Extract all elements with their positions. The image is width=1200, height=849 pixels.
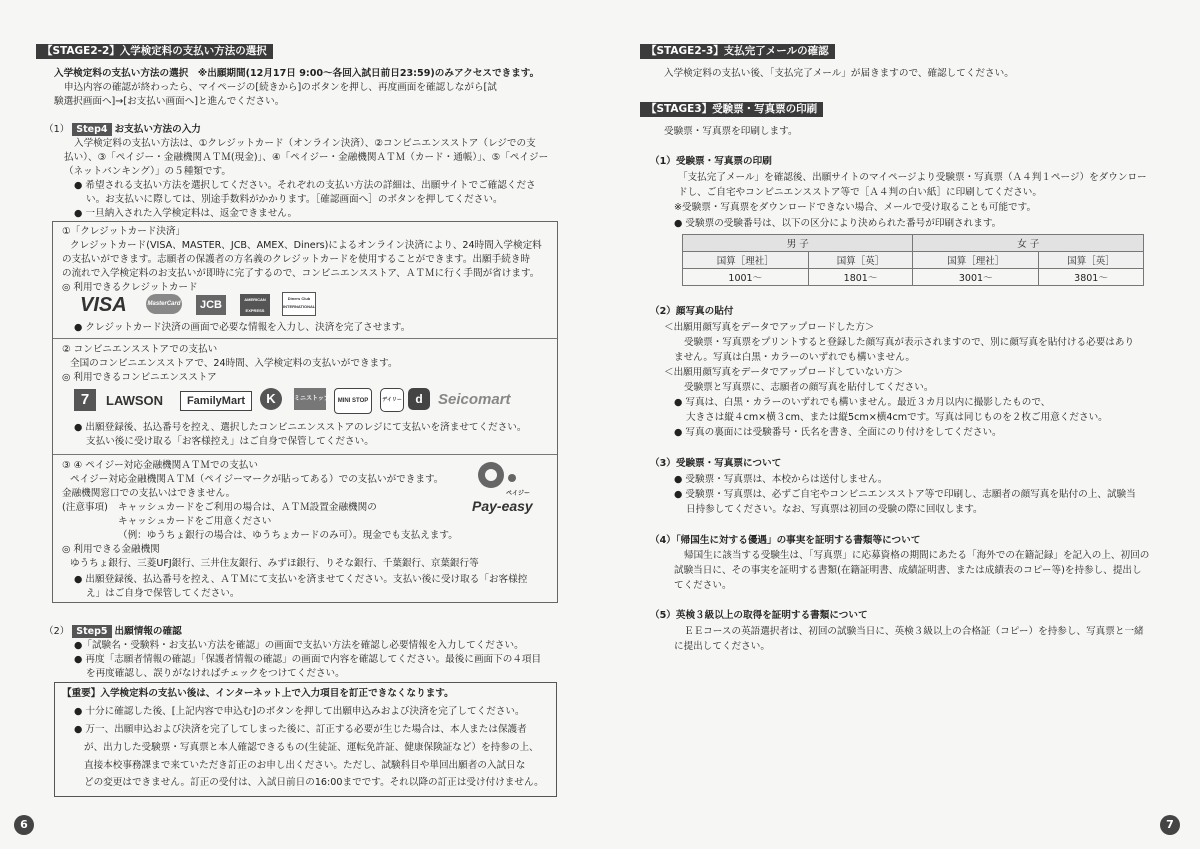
s2-title: （2）顔写真の貼付 [650,306,734,317]
table-subject: 国算［理社］ [683,252,809,269]
step4-title: お支払い方法の入力 [114,124,201,135]
step5-prefix: （2） [44,626,70,637]
circle-k-logo: K [260,388,282,410]
page-number: 6 [14,815,34,835]
payeasy-bullet-cont: え」はご自身で保管してください。 [86,588,240,599]
box-divider [53,454,557,455]
s4-line: てください。 [674,580,732,591]
box-divider [53,338,557,339]
conv-bullet-cont: 支払い後に受け取る「お客様控え」はご自身で保管してください。 [86,436,374,447]
step4-heading [44,122,201,137]
intro-period: ※出願期間(12月17日 9:00～各回入試日前日23:59)のみアクセスできます。 [197,68,540,79]
step4-line: （ネットバンキング）」の５種類です。 [64,166,231,177]
important-title: 【重要】入学検定料の支払い後は、インターネット上で入力項目を訂正できなくなります。 [62,688,454,699]
credit-bullet: ● クレジットカード決済の画面で必要な情報を入力し、決済を完了させます。 [74,322,411,333]
payeasy-banks: ゆうちょ銀行、三菱UFJ銀行、三井住友銀行、みずほ銀行、りそな銀行、千葉銀行、京葉銀行等 [70,558,479,569]
s5-title: （5）英検３級以上の取得を証明する書類について [650,610,868,621]
s2-sub1-line: ません。写真は白黒・カラーのいずれでも構いません。 [674,352,915,363]
s2-bullet-cont: 大きさは縦４cm×横３cm、または縦5cm×横4cmです。写真は同じものを２枚ご用意ください。 [686,412,1108,423]
s2-bullet: ● 写真は、白黒・カラーのいずれでも構いません。最近３カ月以内に撮影したもので、 [674,397,1051,408]
conv-line: 全国のコンビニエンスストアで、24時間、入学検定料の支払いができます。 [70,358,398,369]
stage2-2-header: 【STAGE2-2】入学検定料の支払い方法の選択 [36,44,273,59]
s1-bullet: ● 受験票の受験番号は、以下の区分により決められた番号が印刷されます。 [674,218,1002,229]
exam-number-table [682,234,1144,286]
step5-bullet-cont: を再度確認し、誤りがなければチェックをつけてください。 [86,668,345,679]
step5-badge: Step5 [72,625,111,638]
step4-bullet: ● 希望される支払い方法を選択してください。それぞれの支払い方法の詳細は、出願サイトでご確認くださ [74,180,536,191]
table-number: 1001～ [683,269,809,286]
table-subject: 国算［英］ [808,252,913,269]
step5-bullet: ●「試験名・受験料・お支払い方法を確認」の画面で支払い方法を確認し必要情報を入力してください。 [74,640,524,651]
familymart-logo: FamilyMart [180,391,252,411]
payeasy-note-label: (注意事項) [62,502,108,513]
s3-bullet: ● 受験票・写真票は、本校からは送付しません。 [674,474,888,485]
s4-line: 帰国生に該当する受験生は、「写真票」に応募資格の期間にあたる「海外での在籍記録」を記入の上、初回の [684,550,1150,561]
stage2-3-text: 入学検定料の支払い後、「支払完了メール」が届きますので、確認してください。 [664,68,1014,79]
daily-yamazaki-logo: デイリー [380,388,404,412]
step5-bullet: ● 再度「志願者情報の確認」「保護者情報の確認」の画面で内容を確認してください。最後に画面下の４項目 [74,654,542,665]
s5-line: ＥＥコースの英語選択者は、初回の試験当日に、英検３級以上の合格証（コピー）を持参し、写真票と一緒 [684,626,1144,637]
lawson-logo: LAWSON [106,393,164,408]
payeasy-logo-text: Pay-easy [472,498,533,514]
diners-logo: Diners Club INTERNATIONAL [282,292,316,316]
sunkus-logo: ミニストップ [294,388,326,410]
step5-title: 出願情報の確認 [114,626,182,637]
conv-title: ② コンビニエンスストアでの支払い [62,344,218,355]
s1-title: （1）受験票・写真票の印刷 [650,156,772,167]
credit-line: クレジットカード(VISA、MASTER、JCB、AMEX、Diners)によるオンライン決済により、24時間入学検定料 [70,240,542,251]
table-subject: 国算［英］ [1039,252,1144,269]
conv-available: ◎ 利用できるコンビニエンスストア [62,372,217,383]
important-bullet-cont: 直接本校事務課まで来ていただき訂正のお申し出ください。ただし、試験科目や単回出願者の入試日な [84,760,526,771]
s1-line: 「支払完了メール」を確認後、出願サイトのマイページより受験票・写真票（Ａ４判１ページ）をダウンロー [678,172,1147,183]
step5-heading [44,624,182,639]
table-subject: 国算［理社］ [913,252,1039,269]
important-bullet: ● 十分に確認した後、[上記内容で申込む]のボタンを押して出願申込みおよび決済を完了してください。 [74,706,525,717]
amex-logo: AMERICAN EXPRESS [240,294,270,316]
payeasy-note: キャッシュカードをご用意ください [118,516,272,527]
credit-line: の支払いができます。志願者の保護者の方名義のクレジットカードを使用することができます。出願手続き時 [62,254,531,265]
important-bullet-cont: が、出力した受験票・写真票と本人確認できるもの(生徒証、運転免許証、健康保険証など）を持参の上、 [84,742,539,753]
step4-bullet-cont: い。お支払いに際しては、別途手数料がかかります。［確認画面へ］のボタンを押してください。 [86,194,503,205]
ministop-logo: MINI STOP [334,388,372,414]
payeasy-logo [470,462,544,518]
credit-title: ①「クレジットカード決済」 [62,226,186,237]
payeasy-line: ペイジー対応金融機関ＡＴＭ（ペイジーマークが貼ってある）での支払いができます。 [70,474,444,485]
jcb-logo: JCB [196,295,226,315]
step4-badge: Step4 [72,123,111,136]
seicomart-logo: Seicomart [438,391,511,408]
visa-logo: VISA [80,294,127,316]
s3-title: （3）受験票・写真票について [650,458,782,469]
right-page [600,0,1200,849]
step4-line: 入学検定料の支払い方法は、①クレジットカード（オンライン決済）、②コンビニエンスストア（レジでの支 [74,138,536,149]
payeasy-note: キャッシュカードをご利用の場合は、ＡＴＭ設置金融機関の [118,502,377,513]
table-group-header: 女 子 [913,235,1144,252]
table-group-header: 男 子 [683,235,913,252]
payeasy-banks-title: ◎ 利用できる金融機関 [62,544,160,555]
s2-bullet: ● 写真の裏面には受験番号・氏名を書き、全面にのり付けをしてください。 [674,427,1002,438]
payeasy-note: （例：ゆうちょ銀行の場合は、ゆうちょカードのみ可）。現金でも支払えます。 [118,530,458,541]
payeasy-title: ③ ④ ペイジー対応金融機関ＡＴＭでの支払い [62,460,258,471]
seven-eleven-logo: 7 [74,389,96,411]
stage3-text: 受験票・写真票を印刷します。 [664,126,798,137]
step4-line: 払い）、③「ペイジー・金融機関ＡＴＭ(現金)」、④「ペイジー・金融機関ＡＴＭ（カード・通帳）」、⑤「ペイジー [64,152,549,163]
payeasy-line: 金融機関窓口での支払いはできません。 [62,488,236,499]
table-number: 1801～ [808,269,913,286]
s3-bullet-cont: 日持参してください。なお、写真票は初回の受験の際に回収します。 [686,504,983,515]
payeasy-logo-katakana: ペイジー [506,491,531,497]
step4-bullet: ● 一旦納入された入学検定料は、返金できません。 [74,208,298,219]
table-number: 3801～ [1039,269,1144,286]
s1-line: ※受験票・写真票をダウンロードできない場合、メールで受け取ることも可能です。 [674,202,1037,213]
s2-sub1: ＜出願用顔写真をデータでアップロードした方＞ [664,322,875,333]
intro-line-1 [54,66,539,81]
s5-line: に提出してください。 [674,641,770,652]
mastercard-logo: MasterCard [146,294,182,314]
stage3-header: 【STAGE3】受験票・写真票の印刷 [640,102,823,117]
credit-line: の流れで入学検定料のお支払いが即時に完了するので、コンビニエンスストア、ＡＴＭに行く手間が省けます。 [62,268,540,279]
s2-sub1-line: 受験票・写真票をプリントすると登録した顔写真が表示されますので、別に顔写真を貼付ける必要はあり [684,337,1135,348]
s1-line: ドし、ご自宅やコンビニエンスストア等で［Ａ４判の白い紙］に印刷してください。 [678,187,1042,198]
credit-available: ◎ 利用できるクレジットカード [62,282,198,293]
stage2-3-header: 【STAGE2-3】支払完了メールの確認 [640,44,835,59]
important-bullet-cont: どの変更はできません。訂正の受付は、入試日前日の16:00までです。それ以降の訂正は受け付けません。 [84,777,544,788]
payeasy-bullet: ● 出願登録後、払込番号を控え、ＡＴＭにて支払いを済ませてください。支払い後に受け取る「お客様控 [74,574,528,585]
s4-line: 試験当日に、その事実を証明する書類(在籍証明書、成績証明書、または成績表のコピー等)を持参し、提出し [674,565,1142,576]
d-logo: d [408,388,430,410]
page-number: 7 [1160,815,1180,835]
intro-line-2: 申込内容の確認が終わったら、マイページの[続きから]のボタンを押し、再度画面を確認しながら[試 [64,82,497,93]
important-bullet: ● 万一、出願申込および決済を完了してしまった後に、訂正する必要が生じた場合は、本人または保護者 [74,724,527,735]
s4-title: （4）「帰国生に対する優遇」の事実を証明する書類等について [650,535,921,546]
s2-sub2-line: 受験票と写真票に、志願者の顔写真を貼付してください。 [684,382,934,393]
table-number: 3001～ [913,269,1039,286]
conv-bullet: ● 出願登録後、払込番号を控え、選択したコンビニエンスストアのレジにて支払いを済ませてください。 [74,422,527,433]
step4-prefix: （1） [44,124,70,135]
intro-bold: 入学検定料の支払い方法の選択 [54,68,189,79]
s3-bullet: ● 受験票・写真票は、必ずご自宅やコンビニエンスストア等で印刷し、志願者の顔写真を貼付の上、試験当 [674,489,1136,500]
s2-sub2: ＜出願用顔写真をデータでアップロードしていない方＞ [664,367,904,378]
intro-line-3: 験選択画面へ]→[お支払い画面へ]と進んでください。 [54,96,285,107]
